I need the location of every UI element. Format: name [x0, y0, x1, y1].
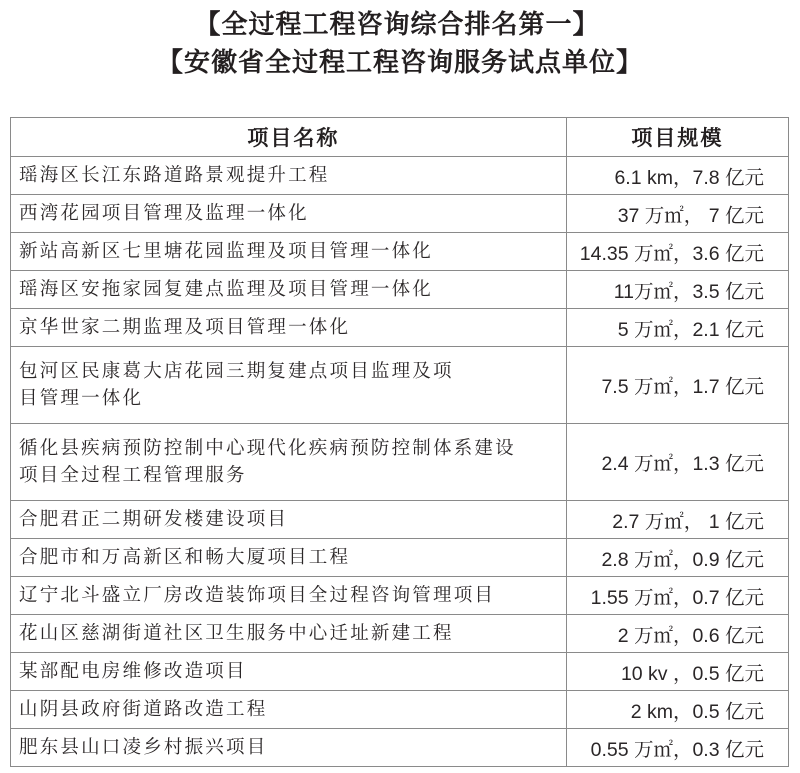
project-scale: 2 万㎡，0.6 亿元 [566, 615, 788, 653]
project-name: 合肥市和万高新区和畅大厦项目工程 [11, 539, 567, 577]
project-scale: 6.1 km，7.8 亿元 [566, 157, 788, 195]
project-scale: 37 万㎡， 7 亿元 [566, 195, 788, 233]
document-titles [0, 6, 800, 82]
project-name-line-1: 包河区民康葛大店花园三期复建点项目监理及项 [19, 361, 454, 382]
project-name: 肥东县山口凌乡村振兴项目 [11, 729, 567, 767]
project-name: 花山区慈湖街道社区卫生服务中心迁址新建工程 [11, 615, 567, 653]
table-row [11, 539, 789, 577]
table-row [11, 691, 789, 729]
table-row [11, 347, 789, 424]
project-scale: 2 km，0.5 亿元 [566, 691, 788, 729]
table-row [11, 615, 789, 653]
project-name: 合肥君正二期研发楼建设项目 [11, 501, 567, 539]
project-scale: 1.55 万㎡，0.7 亿元 [566, 577, 788, 615]
table-row [11, 233, 789, 271]
project-name [11, 347, 567, 424]
project-table [10, 117, 789, 767]
header-project-scale: 项目规模 [566, 118, 788, 157]
header-project-name: 项目名称 [11, 118, 567, 157]
project-scale: 14.35 万㎡，3.6 亿元 [566, 233, 788, 271]
table-row [11, 271, 789, 309]
table-row [11, 577, 789, 615]
table-row [11, 729, 789, 767]
table-header-row [11, 118, 789, 157]
project-name-line-1: 循化县疾病预防控制中心现代化疾病预防控制体系建设 [19, 438, 516, 459]
table-row [11, 195, 789, 233]
table-row [11, 309, 789, 347]
project-name: 京华世家二期监理及项目管理一体化 [11, 309, 567, 347]
project-name: 瑶海区长江东路道路景观提升工程 [11, 157, 567, 195]
table-row [11, 157, 789, 195]
project-scale: 5 万㎡，2.1 亿元 [566, 309, 788, 347]
table-row [11, 653, 789, 691]
title-ranking: 【全过程工程咨询综合排名第一】 [194, 10, 600, 40]
project-name: 新站高新区七里塘花园监理及项目管理一体化 [11, 233, 567, 271]
project-scale: 7.5 万㎡，1.7 亿元 [566, 347, 788, 424]
project-name-line-2: 项目全过程工程管理服务 [19, 465, 247, 486]
project-name: 某部配电房维修改造项目 [11, 653, 567, 691]
project-name: 西湾花园项目管理及监理一体化 [11, 195, 567, 233]
project-scale: 2.7 万㎡， 1 亿元 [566, 501, 788, 539]
title-pilot-unit: 【安徽省全过程工程咨询服务试点单位】 [156, 48, 643, 78]
project-scale: 2.8 万㎡，0.9 亿元 [566, 539, 788, 577]
project-scale: 0.55 万㎡，0.3 亿元 [566, 729, 788, 767]
project-scale: 11万㎡，3.5 亿元 [566, 271, 788, 309]
project-scale: 10 kv ，0.5 亿元 [566, 653, 788, 691]
project-scale: 2.4 万㎡，1.3 亿元 [566, 424, 788, 501]
project-name-line-2: 目管理一体化 [19, 388, 144, 409]
table-row [11, 424, 789, 501]
project-name: 山阴县政府街道路改造工程 [11, 691, 567, 729]
project-name: 辽宁北斗盛立厂房改造装饰项目全过程咨询管理项目 [11, 577, 567, 615]
table-row [11, 501, 789, 539]
project-name: 瑶海区安拖家园复建点监理及项目管理一体化 [11, 271, 567, 309]
project-name [11, 424, 567, 501]
